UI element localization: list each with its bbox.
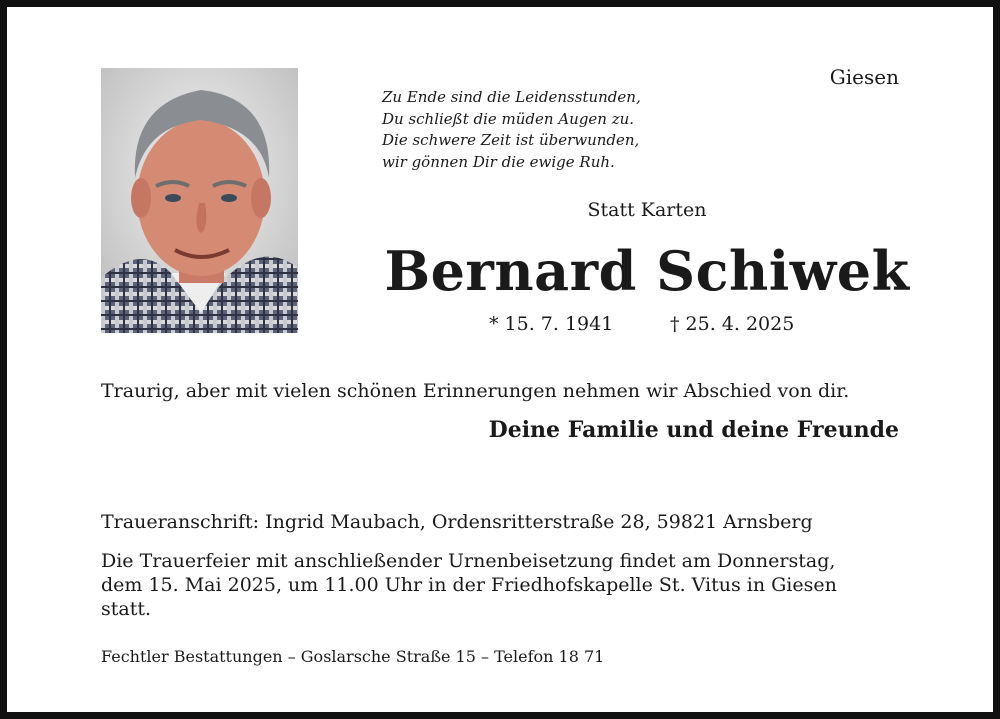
deceased-name: Bernard Schiwek (384, 239, 910, 303)
portrait-photo (101, 68, 298, 333)
poem (382, 87, 641, 173)
poem-line: Zu Ende sind die Leidensstunden, (382, 88, 641, 106)
poem-line: Du schließt die müden Augen zu. (382, 109, 635, 128)
place-name: Giesen (829, 65, 899, 89)
ceremony-line: statt. (101, 598, 152, 620)
ceremony-info (101, 549, 921, 621)
ceremony-line: Die Trauerfeier mit anschließender Urnenbeisetzung findet am Donnerstag, (101, 550, 836, 572)
mourning-address: Traueranschrift: Ingrid Maubach, Ordensritterstraße 28, 59821 Arnsberg (101, 511, 813, 533)
poem-line: Die schwere Zeit ist überwunden, (382, 131, 640, 149)
death-date: † 25. 4. 2025 (670, 313, 795, 335)
signature: Deine Familie und deine Freunde (488, 417, 899, 443)
ceremony-line: dem 15. Mai 2025, um 11.00 Uhr in der Friedhofskapelle St. Vitus in Giesen (101, 574, 837, 596)
undertaker-info: Fechtler Bestattungen – Goslarsche Straße 15 – Telefon 18 71 (101, 647, 605, 666)
farewell-text: Traurig, aber mit vielen schönen Erinnerungen nehmen wir Abschied von dir. (101, 380, 850, 402)
birth-date: * 15. 7. 1941 (489, 313, 614, 335)
poem-line: wir gönnen Dir die ewige Ruh. (382, 152, 615, 171)
statt-karten: Statt Karten (587, 199, 707, 221)
